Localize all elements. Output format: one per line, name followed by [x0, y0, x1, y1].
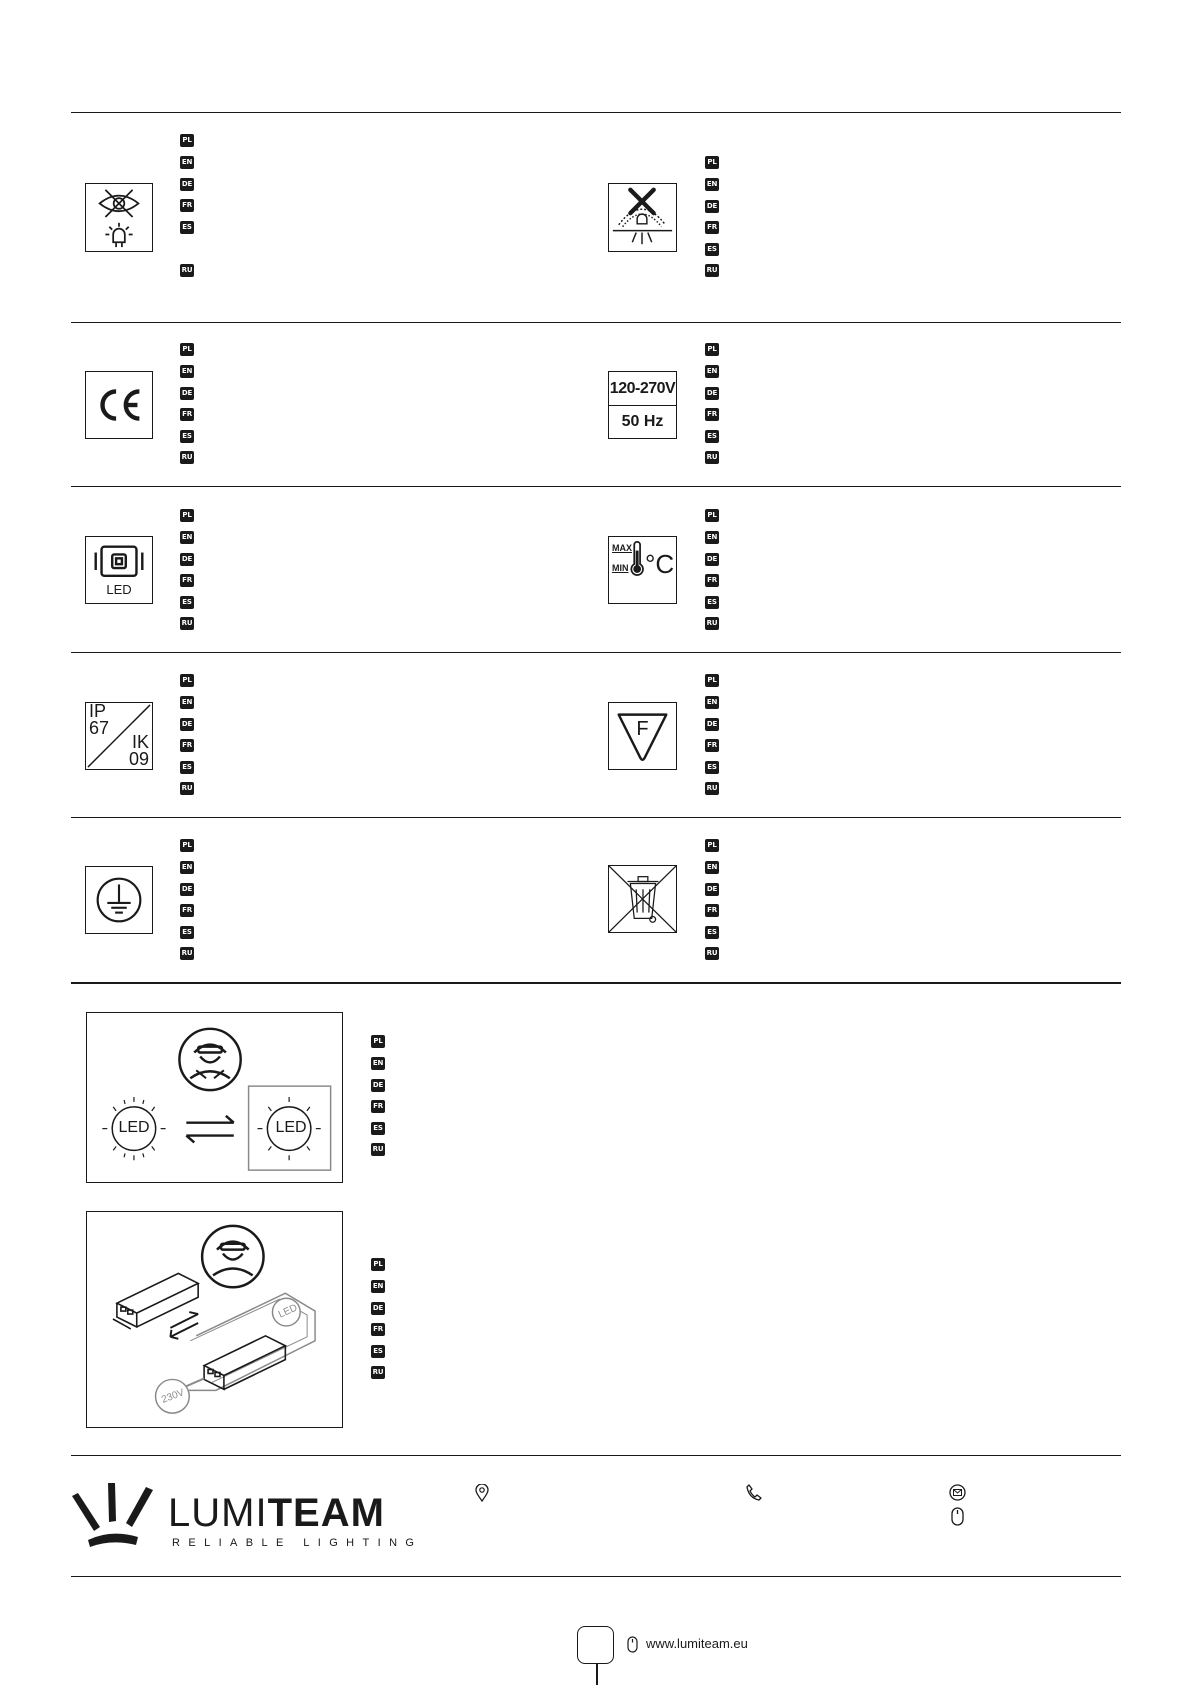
lang-badge-en: EN	[180, 365, 194, 378]
lang-badge-fr: FR	[371, 1100, 385, 1113]
divider	[71, 982, 1121, 984]
lang-badge-ru: RU	[180, 264, 194, 277]
page-tab-stem	[596, 1663, 598, 1685]
lang-badge-de: DE	[705, 718, 719, 731]
page-number-tab	[577, 1626, 614, 1664]
lang-badge-en: EN	[371, 1280, 385, 1293]
lang-badge-ru: RU	[705, 264, 719, 277]
divider	[71, 486, 1121, 487]
ik-label: IK	[131, 732, 149, 752]
lang-badge-de: DE	[371, 1079, 385, 1092]
lang-badge-fr: FR	[180, 739, 194, 752]
divider	[71, 1576, 1121, 1577]
driver-led-label: LED	[276, 1302, 300, 1321]
lang-badge-fr: FR	[705, 574, 719, 587]
location-pin-icon	[475, 1484, 489, 1502]
divider	[71, 1455, 1121, 1456]
lang-badge-pl: PL	[705, 509, 719, 522]
lang-badge-en: EN	[180, 861, 194, 874]
mains-230v-label: 230V	[160, 1387, 186, 1406]
lang-badge-ru: RU	[180, 617, 194, 630]
lang-badge-es: ES	[705, 243, 719, 256]
email-icon	[949, 1484, 966, 1501]
lang-badge-en: EN	[705, 178, 719, 191]
lang-badge-fr: FR	[705, 221, 719, 234]
phone-icon	[746, 1484, 762, 1501]
lang-badge-en: EN	[705, 365, 719, 378]
lang-badge-de: DE	[180, 883, 194, 896]
lang-badge-ru: RU	[705, 617, 719, 630]
ce-mark-icon	[85, 371, 153, 439]
led-replacement-illustration	[86, 1012, 343, 1183]
temp-min-label: MIN	[612, 563, 629, 573]
lang-badge-ru: RU	[371, 1366, 385, 1379]
lang-badge-en: EN	[180, 531, 194, 544]
lang-badge-es: ES	[180, 926, 194, 939]
lang-badge-fr: FR	[705, 408, 719, 421]
no-direct-stare-led-icon	[85, 183, 153, 252]
led-module-icon	[85, 536, 153, 604]
lang-badge-ru: RU	[371, 1143, 385, 1156]
lang-badge-pl: PL	[180, 134, 194, 147]
lang-badge-en: EN	[180, 696, 194, 709]
lang-badge-pl: PL	[705, 674, 719, 687]
lang-badge-es: ES	[371, 1122, 385, 1135]
lang-badge-ru: RU	[705, 947, 719, 960]
lang-badge-es: ES	[180, 430, 194, 443]
divider	[71, 112, 1121, 113]
f-mark-label: F	[636, 718, 649, 740]
lang-badge-es: ES	[180, 596, 194, 609]
lang-badge-ru: RU	[180, 947, 194, 960]
lang-badge-de: DE	[705, 387, 719, 400]
lang-badge-fr: FR	[180, 408, 194, 421]
lang-badge-en: EN	[180, 156, 194, 169]
lang-badge-ru: RU	[180, 782, 194, 795]
ip-value: 67	[89, 718, 110, 738]
not-covered-insulation-icon	[608, 183, 677, 252]
lumiteam-rays-icon	[70, 1483, 170, 1553]
lang-badge-en: EN	[705, 531, 719, 544]
lang-badge-pl: PL	[180, 674, 194, 687]
f-mark-triangle-icon	[608, 702, 677, 770]
lang-badge-en: EN	[371, 1057, 385, 1070]
ik-value: 09	[128, 749, 149, 769]
lang-badge-fr: FR	[705, 739, 719, 752]
lang-badge-de: DE	[180, 178, 194, 191]
lang-badge-pl: PL	[371, 1035, 385, 1048]
voltage-range-label: 120-270V	[609, 372, 676, 406]
divider	[71, 652, 1121, 653]
lang-badge-pl: PL	[371, 1258, 385, 1271]
temp-max-label: MAX	[612, 543, 632, 553]
divider	[71, 817, 1121, 818]
ip-label: IP	[89, 701, 107, 721]
led-left-label: LED	[118, 1119, 150, 1136]
lang-badge-es: ES	[705, 430, 719, 443]
lang-badge-pl: PL	[705, 156, 719, 169]
divider	[71, 322, 1121, 323]
ip67-ik09-rating-icon	[85, 702, 153, 770]
celsius-label: °C	[645, 549, 675, 579]
lang-badge-pl: PL	[705, 839, 719, 852]
lang-badge-fr: FR	[180, 574, 194, 587]
lang-badge-es: ES	[180, 221, 194, 234]
lang-badge-es: ES	[705, 926, 719, 939]
lang-badge-es: ES	[705, 596, 719, 609]
brand-tagline: RELIABLE LIGHTING	[172, 1537, 423, 1549]
lang-badge-de: DE	[705, 553, 719, 566]
mouse-web-icon	[627, 1636, 638, 1653]
lang-badge-es: ES	[180, 761, 194, 774]
lang-badge-pl: PL	[180, 509, 194, 522]
lang-badge-de: DE	[180, 718, 194, 731]
lang-badge-pl: PL	[180, 343, 194, 356]
brand-name-light: LUMI	[168, 1491, 268, 1535]
brand-name	[168, 1493, 385, 1533]
lang-badge-fr: FR	[180, 199, 194, 212]
lang-badge-pl: PL	[180, 839, 194, 852]
lang-badge-de: DE	[705, 883, 719, 896]
lang-badge-pl: PL	[705, 343, 719, 356]
lang-badge-ru: RU	[705, 451, 719, 464]
earth-ground-icon	[85, 866, 153, 934]
lang-badge-es: ES	[705, 761, 719, 774]
lang-badge-de: DE	[180, 387, 194, 400]
lang-badge-de: DE	[371, 1302, 385, 1315]
driver-replacement-illustration	[86, 1211, 343, 1428]
lang-badge-de: DE	[180, 553, 194, 566]
brand-name-bold: TEAM	[267, 1491, 385, 1535]
website-link[interactable]: www.lumiteam.eu	[646, 1636, 748, 1651]
lang-badge-ru: RU	[705, 782, 719, 795]
led-right-label: LED	[275, 1119, 307, 1136]
frequency-label: 50 Hz	[621, 413, 664, 430]
lang-badge-fr: FR	[371, 1323, 385, 1336]
voltage-frequency-icon	[608, 371, 677, 439]
lang-badge-ru: RU	[180, 451, 194, 464]
lang-badge-en: EN	[705, 861, 719, 874]
lang-badge-fr: FR	[705, 904, 719, 917]
lang-badge-es: ES	[371, 1345, 385, 1358]
lumiteam-logo	[70, 1483, 423, 1553]
lang-badge-de: DE	[705, 200, 719, 213]
weee-crossed-bin-icon	[608, 865, 677, 933]
led-label: LED	[106, 582, 132, 597]
lang-badge-fr: FR	[180, 904, 194, 917]
lang-badge-en: EN	[705, 696, 719, 709]
temperature-range-icon	[608, 536, 677, 604]
mouse-web-icon	[951, 1507, 964, 1526]
